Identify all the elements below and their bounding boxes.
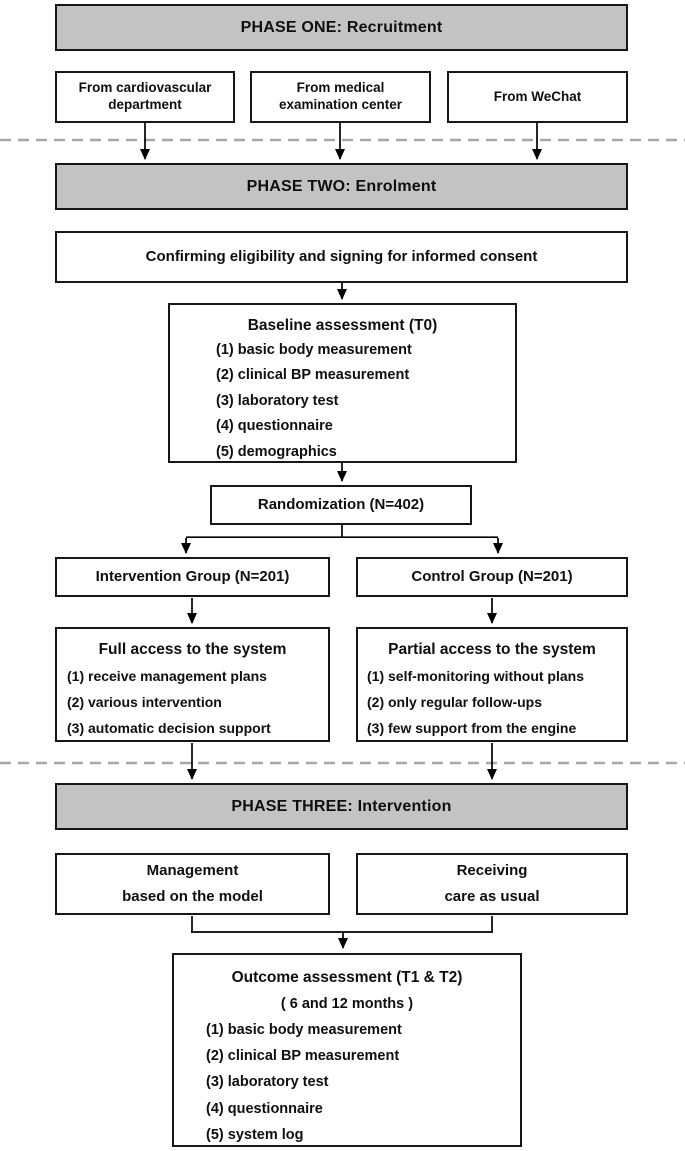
baseline-title: Baseline assessment (T0) bbox=[247, 317, 438, 334]
intervention-group-label: Intervention Group (N=201) bbox=[95, 567, 290, 585]
full-access-item-3: (3) automatic decision support bbox=[67, 720, 271, 736]
phase-three-title: PHASE THREE: Intervention bbox=[231, 797, 452, 815]
source-wechat-box bbox=[447, 71, 628, 123]
management-line2: based on the model bbox=[122, 888, 263, 905]
control-group-box bbox=[356, 557, 628, 597]
randomization-box bbox=[210, 485, 472, 525]
partial-access-box bbox=[356, 627, 628, 742]
usual-care-line1: Receiving bbox=[456, 861, 528, 879]
full-access-item-1: (1) receive management plans bbox=[67, 668, 267, 684]
baseline-item-5: (5) demographics bbox=[216, 443, 337, 460]
full-access-box bbox=[55, 627, 330, 742]
source-cardiovascular-label: From cardiovascular department bbox=[78, 80, 212, 112]
outcome-subtitle: ( 6 and 12 months ) bbox=[280, 996, 414, 1012]
outcome-title: Outcome assessment (T1 & T2) bbox=[231, 969, 463, 986]
partial-access-title: Partial access to the system bbox=[388, 641, 596, 658]
outcome-item-1: (1) basic body measurement bbox=[206, 1022, 402, 1038]
usual-care-box bbox=[356, 853, 628, 915]
baseline-item-4: (4) questionnaire bbox=[216, 418, 333, 435]
partial-access-item-2: (2) only regular follow-ups bbox=[367, 694, 543, 710]
phase-one-box bbox=[55, 4, 628, 51]
outcome-assessment-box bbox=[172, 953, 522, 1147]
outcome-item-4: (4) questionnaire bbox=[206, 1100, 323, 1117]
partial-access-items bbox=[358, 663, 626, 741]
baseline-assessment-box bbox=[168, 303, 517, 463]
intervention-group-box bbox=[55, 557, 330, 597]
randomization-label: Randomization (N=402) bbox=[257, 495, 425, 513]
source-medical-exam-label: From medical examination center bbox=[278, 80, 403, 112]
source-medical-exam-box bbox=[250, 71, 431, 123]
baseline-item-2: (2) clinical BP measurement bbox=[216, 367, 410, 384]
control-group-label: Control Group (N=201) bbox=[411, 567, 573, 585]
partial-access-item-1: (1) self-monitoring without plans bbox=[367, 668, 584, 684]
outcome-item-2: (2) clinical BP measurement bbox=[206, 1048, 400, 1065]
consent-box bbox=[55, 231, 628, 283]
phase-two-box bbox=[55, 163, 628, 210]
phase-two-title: PHASE TWO: Enrolment bbox=[246, 177, 437, 195]
outcome-items bbox=[174, 1017, 520, 1148]
baseline-item-3: (3) laboratory test bbox=[216, 392, 339, 409]
usual-care-line2: care as usual bbox=[444, 888, 540, 905]
full-access-item-2: (2) various intervention bbox=[67, 694, 222, 710]
outcome-item-3: (3) laboratory test bbox=[206, 1074, 329, 1091]
full-access-items bbox=[57, 663, 328, 741]
consent-label: Confirming eligibility and signing for informed consent bbox=[145, 247, 538, 265]
baseline-item-1: (1) basic body measurement bbox=[216, 342, 412, 358]
management-line1: Management bbox=[146, 861, 239, 879]
management-box bbox=[55, 853, 330, 915]
baseline-items bbox=[170, 338, 515, 465]
full-access-title: Full access to the system bbox=[98, 641, 287, 658]
phase-one-title: PHASE ONE: Recruitment bbox=[240, 18, 443, 36]
phase-three-box bbox=[55, 783, 628, 830]
partial-access-item-3: (3) few support from the engine bbox=[367, 720, 577, 736]
source-cardiovascular-box bbox=[55, 71, 235, 123]
outcome-item-5: (5) system log bbox=[206, 1126, 304, 1143]
source-wechat-label: From WeChat bbox=[493, 88, 582, 104]
